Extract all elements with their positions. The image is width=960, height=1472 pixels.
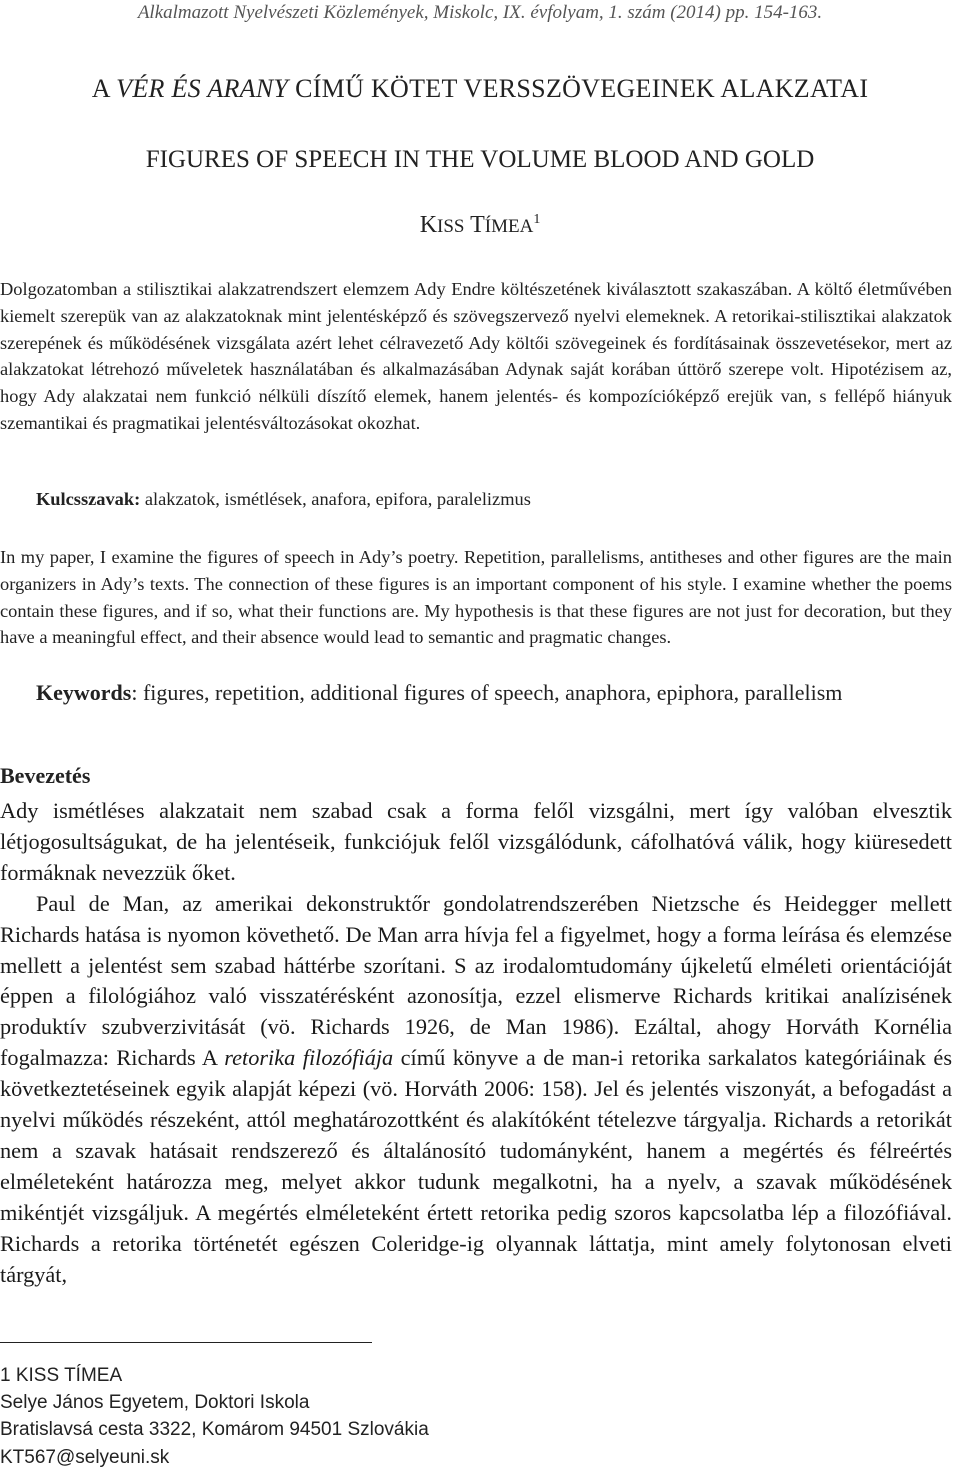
author-footnote-mark: 1 — [533, 212, 541, 227]
keywords-hungarian — [36, 489, 531, 510]
keywords-en-list: : figures, repetition, additional figures of speech, anaphora, epiphora, parallelism — [131, 680, 843, 705]
author-rest-t: ÍMEA — [484, 216, 534, 237]
body-p2-part-b: című könyve a de man-i retorika sarkalatos kategóriáinak és következtetéseinek egyik alapját képezi (vö. Horváth 2006: 158). Jel és jelentés viszonyát, a befogadást a nyelvi működés részeként, attól meghatározottként és alakítóként tételezve tárgyalja. Richards a retorikát nem a szavak hatásait rendszerező és általánosító tudományként, hanem a megértés és félreértés elméleteként határozza meg, melyet akkor tudunk megalkotni, ha a nyelv, a szavak működésének mikéntjét vizsgáljuk. A megértés elméleteként értett retorika pedig szoros kapcsolatba lép a filozófiával. Richards a retorika történetét egészen Coleridge-ig olyannak láttatja, mint amely folytonosan elveti tárgyát, — [0, 1045, 953, 1287]
title-hungarian — [0, 74, 960, 104]
footnote-divider — [0, 1342, 372, 1343]
body-p2-italic: retorika filozófiája — [224, 1045, 394, 1071]
author-name — [0, 212, 960, 239]
footnote — [0, 1362, 900, 1471]
author-initial-k: K — [419, 212, 438, 238]
footnote-line-2: Selye János Egyetem, Doktori Iskola — [0, 1392, 310, 1414]
journal-header: Alkalmazott Nyelvészeti Közlemények, Miskolc, IX. évfolyam, 1. szám (2014) pp. 154-163. — [137, 2, 823, 23]
author-initial-t: T — [470, 212, 485, 238]
keywords-hu-label: Kulcsszavak: — [36, 489, 141, 509]
abstract-hungarian: Dolgozatomban a stilisztikai alakzatrendszert elemzem Ady Endre költészetének kiválasztott szakaszában. A költő életművében kiemelt szerepük van az alakzatoknak mint jelentésképző és szövegszervező nyelvi elemeknek. A retorikai-stilisztikai alakzatok szerepének és működésének vizsgálata azért lehet célravezető Ady költői szövegeinek és fordításainak összevetésekor, mert az alakzatokat létrehozó műveletek használatában és alkalmazásában Adynak saját korában úttörő szerepe volt. Hipotézisem az, hogy Ady alakzatai nem funkció nélküli díszítő elemek, hanem jelentés- és kompozícióképző erejük van, s fellépő hiányuk szemantikai és pragmatikai jelentésváltozásokat okozhat. — [0, 279, 952, 433]
body-p2-part-a: Paul de Man, az amerikai dekonstruktőr gondolatrendszerében Nietzsche és Heidegger mellett Richards hatása is nyomon követhető. De Man arra hívja fel a figyelmet, hogy a forma leírása és elemzése mellett a jelentést sem szabad háttérbe szorítani. S az irodalomtudomány újkeletű elméleti orientációját éppen a filológiához való visszatérésként azonosítja, ezzel elismerve Richards kritikai analízisének produktív szubverzivitását (vö. Richards 1926, de Man 1986). Ezáltal, ahogy Horváth Kornélia fogalmazza: Richards A — [0, 890, 952, 1071]
title-suffix: CÍMŰ KÖTET VERSSZÖVEGEINEK ALAKZATAI — [288, 74, 869, 103]
author-rest-k: ISS — [437, 216, 465, 237]
body-text — [0, 796, 952, 1291]
title-italic: VÉR ÉS ARANY — [116, 74, 289, 103]
section-heading: Bevezetés — [0, 763, 91, 788]
footnote-line-4: KT567@selyeuni.sk — [0, 1446, 170, 1468]
keywords-en-label: Keywords — [36, 680, 132, 705]
footnote-line-1: 1 KISS TÍMEA — [0, 1365, 123, 1386]
title-prefix: A — [91, 74, 117, 103]
body-paragraph-2 — [0, 889, 952, 1291]
title-english: FIGURES OF SPEECH IN THE VOLUME BLOOD AND GOLD — [145, 146, 815, 173]
keywords-hu-list: alakzatok, ismétlések, anafora, epifora, paralelizmus — [140, 489, 531, 509]
abstract-english: In my paper, I examine the figures of speech in Ady’s poetry. Repetition, parallelisms, antitheses and other figures are the main organizers in Ady’s texts. The connection of these figures is an important component of his style. I examine whether the poems contain these figures, and if so, what their functions are. My hypothesis is that these figures are not just for decoration, but they have a meaningful effect, and their absence would lead to semantic and pragmatic changes. — [0, 547, 952, 648]
body-paragraph-1: Ady ismétléses alakzatait nem szabad csak a forma felől vizsgálni, mert így valóban elvesztik létjogosultságukat, de ha jelentéseik, funkciójuk felől vizsgálódunk, cáfolhatóvá válik, hogy kiüresedett formáknak nevezzük őket. — [0, 798, 952, 885]
keywords-english — [0, 678, 952, 707]
footnote-line-3: Bratislavsá cesta 3322, Komárom 94501 Szlovákia — [0, 1419, 429, 1441]
